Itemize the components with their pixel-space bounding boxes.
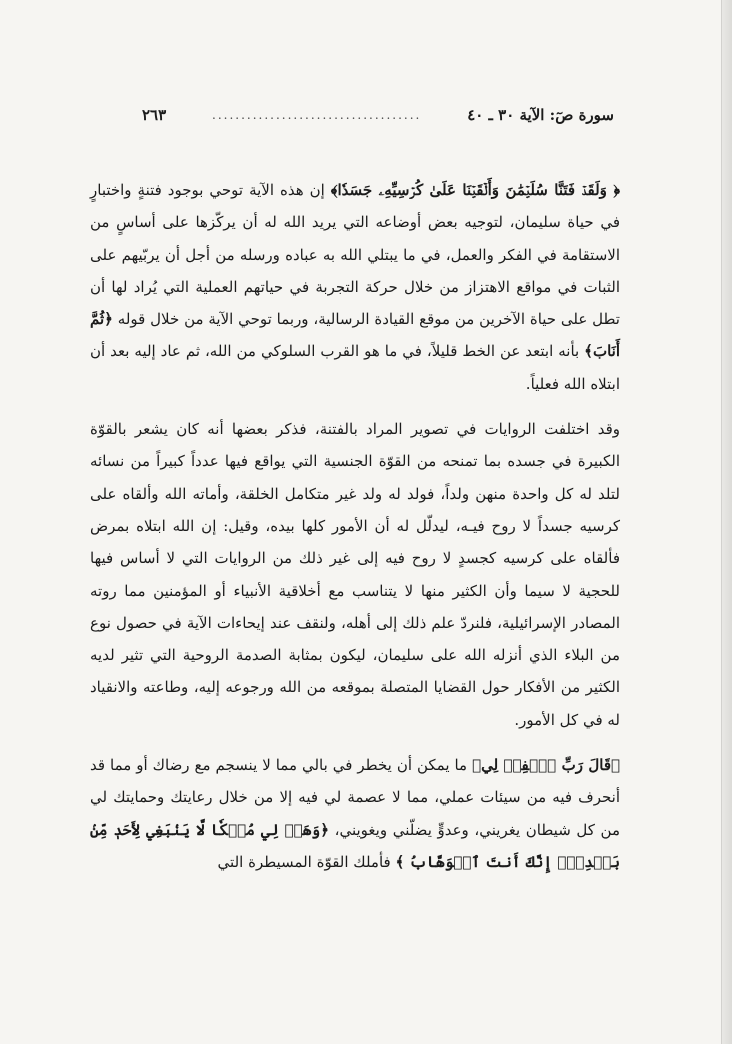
paragraph-3 [90,749,620,878]
quran-verse: ﴿ وَلَقَدۡ فَتَنَّا سُلَيۡمَٰنَ وَأَلۡقَيۡنَا عَلَىٰ كُرۡسِيِّهِۦ جَسَدٗا﴾ [330,181,620,199]
paragraph-2 [90,413,620,736]
paragraph-text: إن هذه الآية توحي بوجود فتنةٍ واختبارٍ في حياة سليمان، لتوجيه بعض أوضاعه التي يريد الله له أن يركّزها على أساسٍ من الاستقامة في الفكر والعمل، في ما يبتلي الله به عباده ورسله من أجل أن يربّيهم على الثبات في مواقع الاهتزاز من خلال حركة التجربة في حياتهم العملية التي يُراد لها أن تطل على حياة الآخرين من موقع القيادة الرسالية، وربما توحي الآية من خلال قوله [90,181,620,329]
header-title: سورة صٓ: الآية ٣٠ ـ ٤٠ [467,106,614,124]
paragraph-text: ما يمكن أن يخطر في بالي مما لا ينسجم مع رضاك أو مما قد أنحرف فيه من سيئات عملي، مما لا عصمة لي فيه إلا من خلال رعايتك وحمايتك لي من كل شيطان يغريني، وعدوٍّ يضلّني ويغويني، [90,756,620,839]
quran-verse: ﴿قَالَ رَبِّ ٱغۡفِرۡ لِي﴾ [472,756,621,775]
page-edge [721,0,732,1044]
running-header [142,100,614,130]
page-number: ٢٦٣ [142,106,167,124]
quran-verse: ﴿ثُمَّ أَنَابَ﴾ [90,310,620,361]
paragraph-text: وقد اختلفت الروايات في تصوير المراد بالفتنة، فذكر بعضها أنه كان يشعر بالقوّة الكبيرة في جسده بما تمنحه من القوّة الجنسية التي يواقع فيها عدداً كبيراً من نسائه لتلد له كل واحدة منهن ولداً، فولد له ولد غير متكامل الخلقة، وأماته الله وألقاه على كرسيه جسداً لا روح فيـه، ليدلّل له أن الأمور كلها بيده، وقيل: إن الله ابتلاه بمرض فألقاه على كرسيه كجسدٍ لا روح فيه إلى غير ذلك من الروايات التي لا أساس فيها للحجية لا سيما وأن الكثير منها لا يتناسب مع أخلاقية الأنبياء أو المؤمنين مما روته المصادر الإسرائيلية، فلنردّ علم ذلك إلى أهله، ولنقف عند إيحاءات الآية في حصول نوع من البلاء الذي أنزله الله على سليمان، ليكون بمثابة الصدمة الروحية التي تثير لديه الكثير من الأفكار حول القضايا المتصلة بموقعه من الله ورجوعه إليه، وطاعته والانقياد له في كل الأمور. [90,420,620,729]
header-leader-dots: .................................... [212,108,422,122]
paragraph-text: بأنه ابتعد عن الخط قليلاً، في ما هو القرب السلوكي من الله، ثم عاد إليه بعد أن ابتلاه الله فعلياً. [90,342,620,393]
paragraph-text: فأملك القوّة المسيطرة التي [217,852,396,871]
quran-verse: ﴿وَهَبۡ لِي مُلۡكٗا لَّا يَنۢبَغِي لِأَحَدٖ مِّنۢ بَعۡدِيٓۖ إِنَّكَ أَنتَ ٱلۡوَهَّابُ ﴾ [90,820,620,871]
page-body [90,174,620,891]
paragraph-1 [90,174,620,400]
